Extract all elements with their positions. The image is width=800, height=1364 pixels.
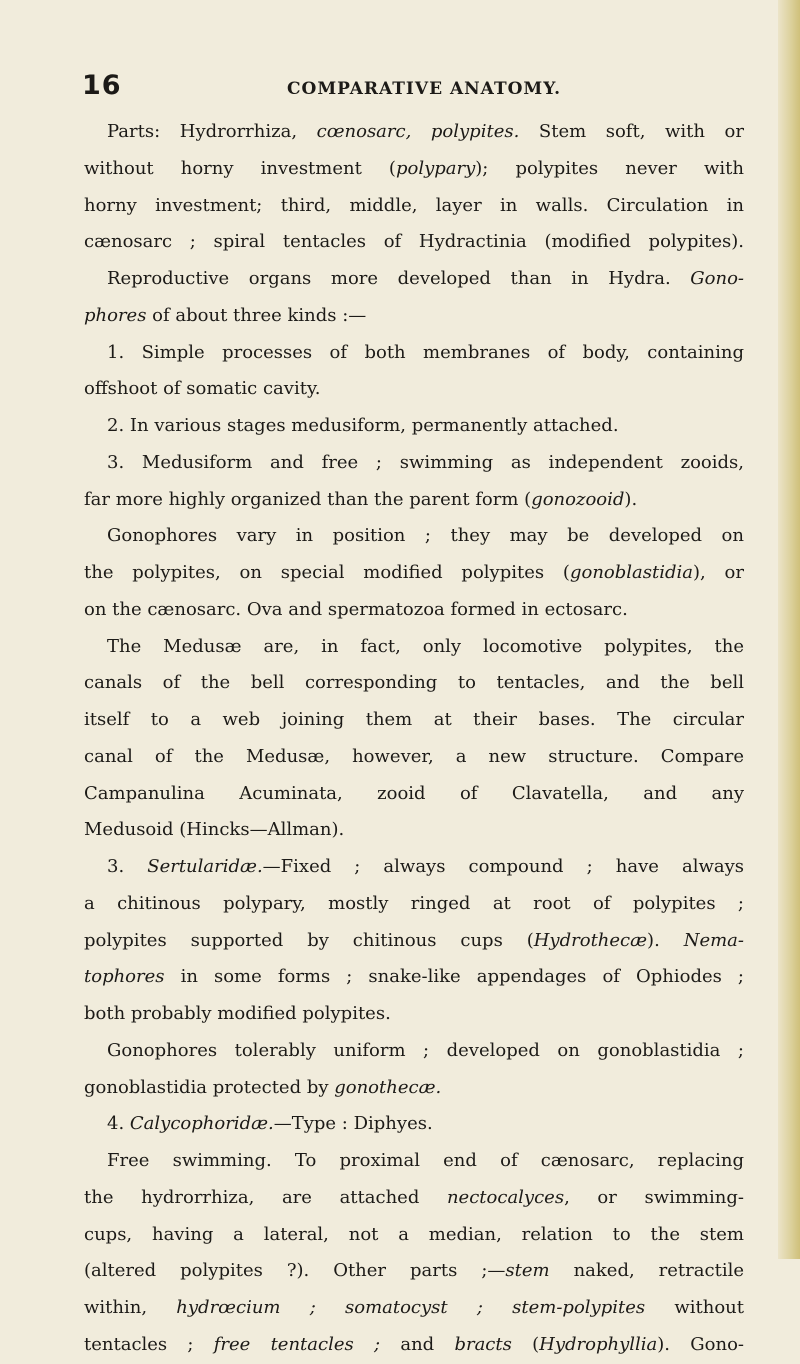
italic-text-segment: free tentacles ; — [213, 1333, 381, 1355]
text-segment: Campanulina Acuminata, zooid of Clavatella, and any — [84, 782, 744, 804]
text-segment: cups, having a lateral, not a median, relation to the stem — [84, 1223, 744, 1245]
text-segment: in some forms ; snake-like appendages of Ophiodes ; — [164, 966, 744, 988]
text-line — [84, 665, 744, 702]
text-segment: Parts: Hydrorrhiza, — [107, 121, 317, 142]
italic-text-segment: gonozooid — [531, 488, 625, 510]
text-segment: Gonophores tolerably uniform ; developed on gonoblastidia ; — [107, 1039, 744, 1061]
text-line — [84, 1290, 744, 1327]
text-segment: the polypites, on special modified polypites ( — [84, 562, 570, 583]
text-line — [84, 408, 744, 445]
italic-text-segment: cœnosarc, polypites. — [316, 121, 520, 142]
text-line — [84, 812, 744, 849]
text-line — [84, 923, 744, 960]
text-segment: far more highly organized than the parent form ( — [84, 488, 532, 510]
text-segment: without — [645, 1297, 744, 1318]
text-segment: 1. Simple processes of both membranes of body, containing — [107, 341, 744, 363]
text-line — [84, 776, 744, 813]
text-segment: cænosarc ; spiral tentacles of Hydractinia (modified polypites). — [84, 231, 744, 253]
text-line — [84, 592, 744, 629]
text-segment: Free swimming. To proximal end of cænosarc, replacing — [107, 1150, 744, 1171]
italic-text-segment: bracts — [454, 1333, 512, 1355]
italic-text-segment: phores — [84, 304, 147, 326]
text-line — [84, 996, 744, 1033]
italic-text-segment: Hydrophyllia — [539, 1333, 658, 1355]
text-line — [84, 298, 744, 335]
text-line — [84, 702, 744, 739]
text-line — [84, 114, 744, 151]
text-segment: within, — [84, 1297, 177, 1318]
text-line — [84, 1070, 744, 1107]
text-line — [84, 886, 744, 923]
text-segment: on the cænosarc. Ova and spermatozoa formed in ectosarc. — [84, 598, 628, 620]
text-line — [84, 335, 744, 372]
text-segment: —Fixed ; always compound ; have always — [262, 856, 744, 877]
italic-text-segment: gonoblastidia — [569, 562, 693, 583]
text-segment: Gonophores vary in position ; they may be developed on — [107, 525, 744, 547]
text-segment: 2. In various stages medusiform, permanently attached. — [107, 415, 619, 436]
text-segment: naked, retractile — [549, 1260, 744, 1282]
text-line — [84, 371, 744, 408]
text-line — [84, 1180, 744, 1217]
text-segment: gonoblastidia protected by — [84, 1076, 335, 1098]
text-segment: 4. — [107, 1113, 130, 1135]
page-edge-shadow — [778, 0, 800, 1259]
italic-text-segment: hydrœcium ; somatocyst ; stem-polypites — [176, 1297, 646, 1318]
text-segment: 3. Medusiform and free ; swimming as independent zooids, — [107, 451, 744, 473]
text-segment: ); polypites never with — [475, 157, 744, 179]
text-segment: ). — [624, 488, 638, 510]
text-segment: and — [380, 1333, 455, 1355]
text-segment: ( — [511, 1333, 540, 1355]
text-segment: canals of the bell corresponding to tentacles, and the bell — [84, 672, 744, 694]
text-segment: The Medusæ are, in fact, only locomotive polypites, the — [107, 635, 744, 657]
italic-text-segment: Nema- — [683, 929, 744, 951]
text-line — [84, 518, 744, 555]
text-line — [84, 629, 744, 666]
text-line — [84, 482, 744, 519]
text-line — [84, 1217, 744, 1254]
text-segment: ). — [647, 929, 684, 951]
text-line — [84, 261, 744, 298]
text-segment: polypites supported by chitinous cups ( — [84, 929, 534, 951]
body-text — [84, 114, 744, 1364]
italic-text-segment: Sertularidæ. — [147, 856, 263, 877]
italic-text-segment: gonothecæ. — [334, 1076, 442, 1098]
italic-text-segment: tophores — [84, 966, 165, 988]
page-header — [82, 70, 742, 110]
text-segment: , or swimming- — [564, 1186, 744, 1208]
text-line — [84, 1033, 744, 1070]
text-segment: (altered polypites ?). Other parts ;— — [84, 1260, 506, 1282]
text-line — [84, 849, 744, 886]
text-segment: 3. — [107, 856, 148, 877]
text-segment: offshoot of somatic cavity. — [84, 378, 321, 400]
text-segment: Medusoid (Hincks—Allman). — [84, 819, 345, 841]
italic-text-segment: polypary — [395, 157, 476, 179]
text-segment: Reproductive organs more developed than in Hydra. — [107, 268, 691, 289]
italic-text-segment: Calycophoridæ. — [129, 1113, 274, 1135]
text-line — [84, 151, 744, 188]
text-segment: the hydrorrhiza, are attached — [84, 1186, 447, 1208]
text-segment: —Type : Diphyes. — [273, 1113, 433, 1135]
text-segment: a chitinous polypary, mostly ringed at root of polypites ; — [84, 892, 744, 914]
italic-text-segment: Hydrothecæ — [533, 929, 648, 951]
text-line — [84, 445, 744, 482]
text-segment: both probably modified polypites. — [84, 1003, 391, 1024]
italic-text-segment: Gono- — [690, 268, 744, 289]
text-segment: ). Gono- — [657, 1333, 744, 1355]
italic-text-segment: nectocalyces — [446, 1186, 565, 1208]
text-line — [84, 959, 744, 996]
text-segment: Stem soft, with or — [519, 121, 744, 142]
text-segment: without horny investment ( — [84, 157, 396, 179]
text-segment: horny investment; third, middle, layer in walls. Circulation in — [84, 194, 744, 216]
running-head: COMPARATIVE ANATOMY. — [287, 79, 562, 99]
text-line — [84, 224, 744, 261]
text-segment: itself to a web joining them at their bases. The circular — [84, 709, 744, 730]
text-line — [84, 1106, 744, 1143]
text-line — [84, 739, 744, 776]
text-line — [84, 188, 744, 225]
text-line — [84, 1143, 744, 1180]
text-segment: ), or — [693, 562, 744, 583]
text-segment: canal of the Medusæ, however, a new structure. Compare — [84, 745, 744, 767]
page-number: 16 — [82, 70, 122, 101]
text-line — [84, 555, 744, 592]
italic-text-segment: stem — [505, 1260, 550, 1282]
text-segment: tentacles ; — [84, 1333, 214, 1355]
text-line — [84, 1327, 744, 1364]
text-segment: of about three kinds :— — [146, 304, 367, 326]
